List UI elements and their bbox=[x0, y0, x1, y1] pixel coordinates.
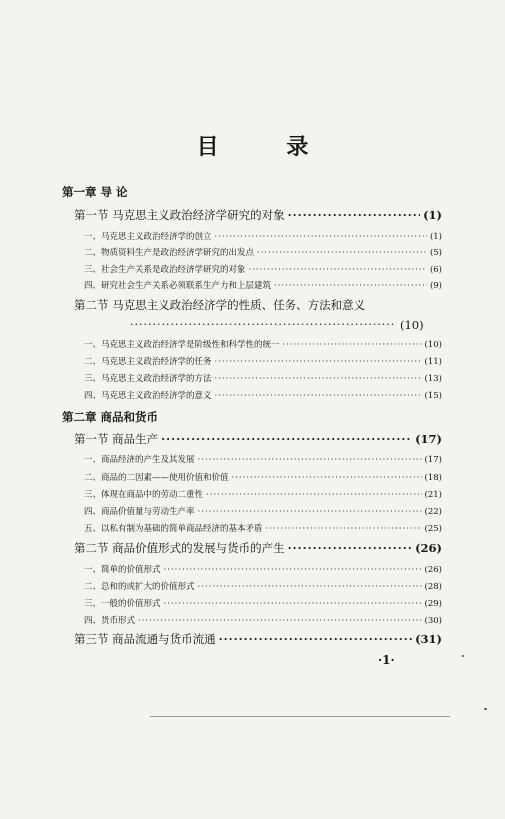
chapter-2-heading: 第二章 商品和货币 bbox=[62, 410, 159, 424]
toc-item: 四、商品价值量与劳动生产率 ····· (22) bbox=[84, 505, 442, 517]
toc-item: 五、以私有制为基础的简单商品经济的基本矛盾 ····· (25) bbox=[84, 522, 442, 534]
scan-speck bbox=[462, 655, 464, 657]
scan-artifact-line bbox=[150, 716, 450, 717]
toc-item: 四、研究社会生产关系必须联系生产力和上层建筑 ····· (9) bbox=[84, 279, 442, 291]
continuation-dots bbox=[130, 318, 395, 331]
toc-item: 二、马克思主义政治经济学的任务 ····· (11) bbox=[84, 355, 442, 367]
toc-item: 一、马克思主义政治经济学是阶级性和科学性的统一 ····· (10) bbox=[84, 338, 442, 350]
scan-speck bbox=[484, 708, 487, 710]
toc-item: 一、简单的价值形式 ····· (26) bbox=[84, 563, 442, 575]
toc-item: 三、一般的价值形式 ····· (29) bbox=[84, 597, 442, 609]
toc-item: 三、马克思主义政治经济学的方法 ····· (13) bbox=[84, 372, 442, 384]
toc-item: 一、马克思主义政治经济学的创立 ····· (1) bbox=[84, 230, 442, 242]
toc-item: 四、马克思主义政治经济学的意义 ····· (15) bbox=[84, 389, 442, 401]
section-2-3: 第三节 商品流通与货币流通 ····· (31) bbox=[74, 631, 442, 647]
toc-item: 三、社会生产关系是政治经济学研究的对象 ····· (6) bbox=[84, 263, 442, 275]
toc-item: 四、货币形式 ····· (30) bbox=[84, 614, 442, 626]
section-2-2: 第二节 商品价值形式的发展与货币的产生 ····· (26) bbox=[74, 540, 442, 556]
section-2-1: 第一节 商品生产 ····· (17) bbox=[74, 431, 442, 447]
section-1-1: 第一节 马克思主义政治经济学研究的对象 ····· (1) bbox=[74, 207, 442, 223]
toc-item: 二、商品的二因素——使用价值和价值 ····· (18) bbox=[84, 471, 442, 483]
toc-item: 二、物质资料生产是政治经济学研究的出发点 ····· (5) bbox=[84, 246, 442, 258]
page-number: ·1· bbox=[378, 653, 395, 667]
section-1-2: 第二节 马克思主义政治经济学的性质、任务、方法和意义 bbox=[74, 298, 366, 312]
chapter-1-heading: 第一章 导 论 bbox=[62, 185, 128, 199]
toc-title: 目 录 bbox=[196, 135, 339, 160]
toc-item: 三、体现在商品中的劳动二重性 ····· (21) bbox=[84, 488, 442, 500]
section-1-2-page: (10) bbox=[400, 318, 424, 332]
toc-item: 二、总和的或扩大的价值形式 ····· (28) bbox=[84, 580, 442, 592]
toc-item: 一、商品经济的产生及其发展 ····· (17) bbox=[84, 453, 442, 465]
